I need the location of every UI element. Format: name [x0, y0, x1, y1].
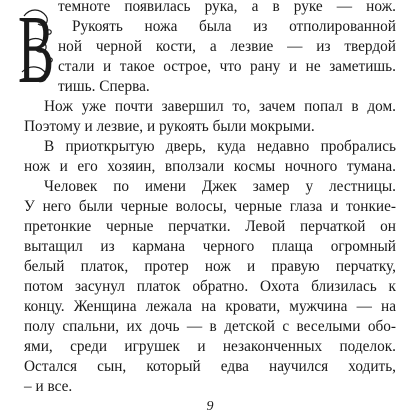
- text-line-6: Нож уже почти завершил то, зачем попал в дом.: [44, 98, 396, 115]
- text-line-5: тишь. Сперва.: [58, 78, 150, 95]
- drop-cap-letter: В: [18, 0, 54, 104]
- text-line-3: ной черной кости, а лезвие — из твердой: [58, 38, 396, 55]
- text-line-4: стали и такое острое, что рану и не заметишь.: [58, 58, 396, 75]
- text-line-10: Человек по имени Джек замер у лестницы.: [44, 178, 396, 195]
- ornamental-drop-cap: [16, 0, 56, 104]
- text-line-17: полу спальни, их дочь — в детской с веселыми обо-: [24, 318, 396, 335]
- text-line-2: Рукоять ножа была из отполированной: [72, 18, 396, 35]
- text-line-18: ями, среди игрушек и незаконченных поделок.: [24, 338, 396, 355]
- text-line-11: У него были черные волосы, черные глаза и тонкие-: [24, 198, 396, 215]
- text-line-12: претонкие черные перчатки. Левой перчаткой он: [24, 218, 396, 235]
- text-line-20: – и все.: [24, 378, 73, 395]
- page-number: 9: [206, 399, 214, 414]
- text-line-19: Остался сын, который едва научился ходить,: [24, 358, 396, 375]
- text-line-15: потом засунул платок обратно. Охота близилась к: [24, 278, 396, 295]
- text-line-1: темноте появилась рука, а в руке — нож.: [58, 0, 396, 15]
- text-line-9: нож и его хозяин, вползали космы ночного тумана.: [24, 158, 396, 175]
- text-line-14: белый платок, протер нож и правую перчатку,: [24, 258, 396, 275]
- text-line-7: Поэтому и лезвие, и рукоять были мокрыми.: [24, 118, 315, 135]
- text-line-8: В приоткрытую дверь, куда недавно пробрались: [44, 138, 396, 155]
- text-line-13: вытащил из кармана черного плаща огромный: [24, 238, 396, 255]
- text-line-16: концу. Женщина лежала на кровати, мужчина — на: [24, 298, 396, 315]
